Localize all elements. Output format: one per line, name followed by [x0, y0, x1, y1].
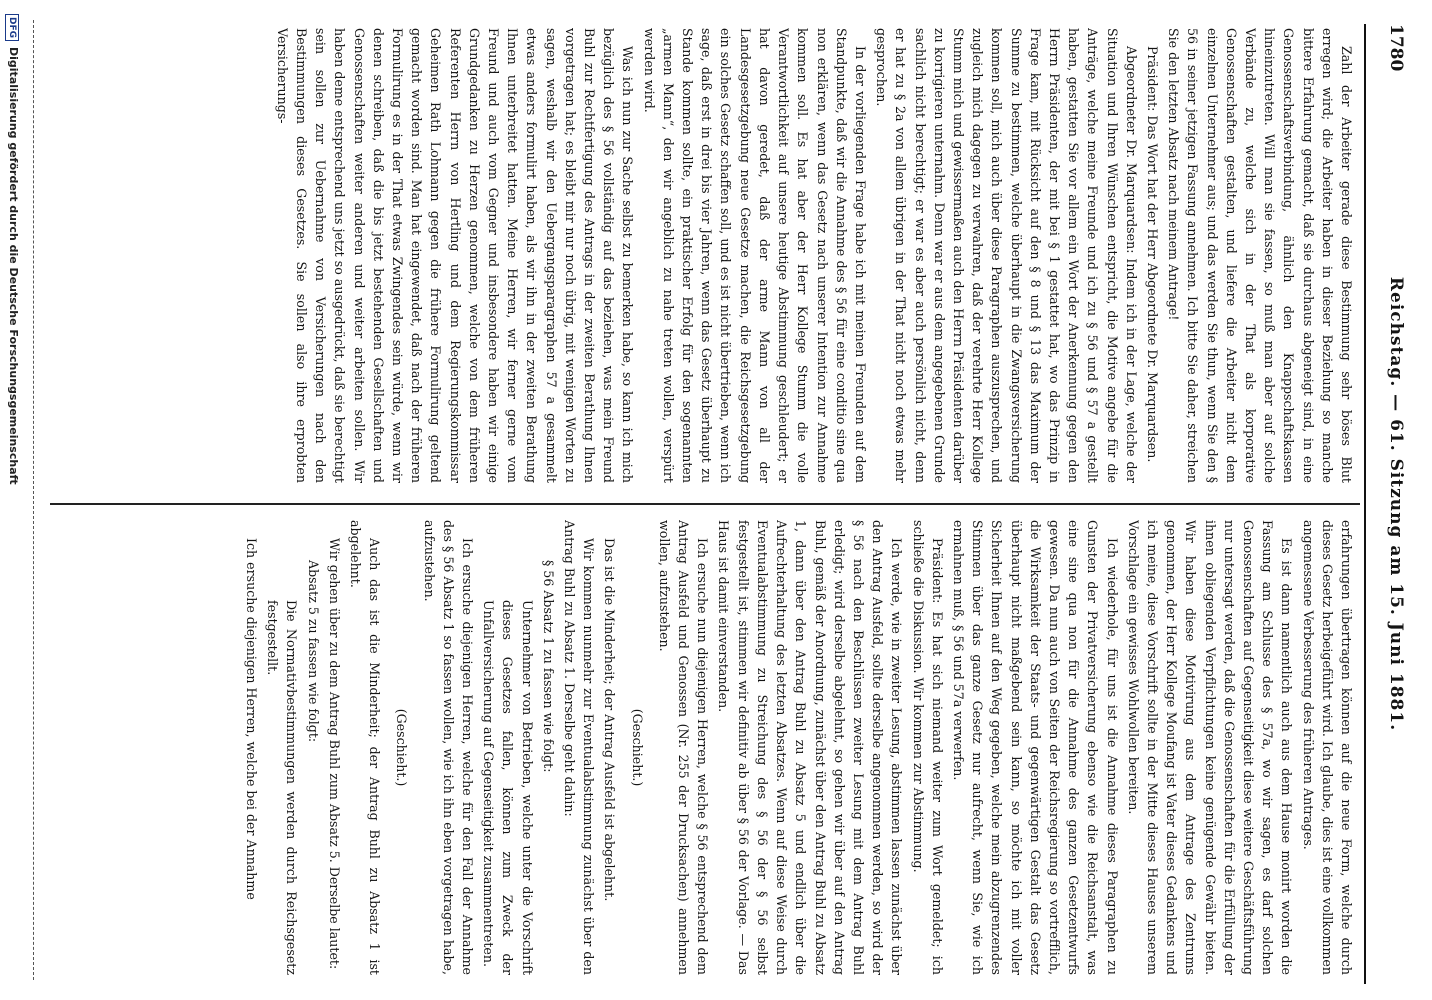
paragraph: Zahl der Arbeiter gerade diese Bestimmung sehr böses Blut erregen wird; die Arbeiter haben in dieser Beziehung so manche bittere Erfahrung gemacht, daß sie durchaus abgeneigt sind, in eine Genossenschaftsverbindung, ähnlich den Knappschaftskassen hineinzutreten. Will man sie fassen, so muß man aber auf solche Verbände zu, welche sich in der That als korporative Genossenschaften gestalten, und liefere die Arbeiter nicht dem einzelnen Unternehmer aus; und das werden Sie thun, wenn Sie den § 56 in seiner jetzigen Fassung annehmen. Ich bitte Sie daher, streichen Sie den letzten Absatz nach meinem Antrage! [1166, 28, 1354, 483]
stage-direction: (Geschieht.) [629, 708, 645, 787]
credit-text: Digitalisierung gefördert durch die Deutsche Forschungsgemeinschaft [7, 47, 20, 485]
paragraph: Abgeordneter Dr. Marquardsen: Indem ich in der Lage, welche der Situation und Ihren Wünschen entspricht, die Motive angebe für die Anträge, welche meine Freunde und ich zu § 56 und § 57 a gestellt haben, gestatten Sie vor allem ein Wort der Anerkennung gegen den Herrn Präsidenten, der mit bei § 1 gestattet hat, wo das Prinzip in Frage kam, mit Rücksicht auf den § 8 und § 13 das Maximum der Summe zu bestimmen, welche überhaupt in die Zwangsversicherung kommen soll, mich auch über diese Paragraphen auszusprechen, und zugleich mich dagegen zu verwahren, daß der verehrte Herr Kollege Stumm mich und gewissermaßen auch den Herrn Präsidenten darüber zu korrigieren unternahm. Denn war er aus dem angegebenen Grunde sachlich nicht berechtigt; er war es aber auch persönlich nicht, denn er hat zu § 2a von allem übrigen in der That nicht noch etwas mehr gesprochen. [874, 28, 1139, 483]
text-column-left [56, 28, 1356, 483]
paragraph: Ich ersuche nun diejenigen Herren, welche § 56 entsprechend dem Antrag Ausfeld und Genossen (Nr. 255 der Drucksachen) annehmen wollen, aufzustehen. [656, 520, 711, 975]
paragraph: Das ist die Minderheit; der Antrag Ausfeld ist abgelehnt. [602, 538, 618, 902]
text-column-right [56, 520, 1356, 975]
paragraph: erfahrungen übertragen können auf die neue Form, welche durch dieses Gesetz herbeigeführt wird. Ich glaube, dies ist eine vollkommen angemessene Verbesserung des früheren Antrages. [1300, 520, 1354, 975]
paragraph: Ich wiederhole, für uns ist die Annahme dieses Paragraphen zu Gunsten der Privatversicherung ebenso wie die Reichsanstalt, was eine sine qua non für die Annahme des ganzen Gesetzentwurfs gewesen. Da nun auch von Seiten der Reichsregierung so vortrefflich, die Wirksamkeit der Staats- und gegenwärtigen Gestalt das Gesetz überhaupt nicht maßgebend sein kann, so möchte ich mit voller Sicherheit Ihnen auf den Weg gegeben, welche mein abzugrenzendes Stimmen über das ganze Gesetz nur aufrecht, wenn Sie, wie ich ermahnen muß, § 56 und 57a verwerfen. [950, 520, 1120, 975]
column-divider [50, 503, 1360, 505]
paragraph: Präsident: Es hat sich niemand weiter zum Wort gemeldet; ich schließe die Diskussion. Wir kommen zur Abstimmung. [910, 520, 945, 975]
dfg-logo: DFG [5, 14, 19, 41]
paragraph: Ich ersuche diejenigen Herren, welche bei der Annahme [244, 538, 260, 900]
paragraph: Präsident: Das Wort hat der Herr Abgeordnete Dr. Marquardsen. [1144, 46, 1160, 463]
paragraph: Was ich nun zur Sache selbst zu bemerken habe, so kann ich mich bezüglich des § 56 vollständig auf das beziehen, was mein Freund Buhl zur Rechtfertigung des Antrags in der zweiten Berathung Ihnen vorgetragen hat; es bleibt mir nur noch übrig, mit wenigen Worten zu sagen, weshalb wir den Uebergangsparagraphen 57 a gesammelt etwas anders formulirt haben, als wir ihn in der zweiten Berathung Ihnen unterbreitet hatten. Meine Herren, wir ferner gerne vom Freund und auch vom Gegner und insbesondere haben wir einige Grundgedanken zu Herzen genommen, welche von dem früheren Referenten Herrn von Hertling und dem Regierungskommissar Geheimen Rath Lohmann gegen die frühere Formulirung geltend gemacht worden sind. Man hat eingewendet, daß nach der früheren Formulirung es in der That etwas Zwingendes sein würde, wenn wir denen schreiben, daß die bis jetzt bestehenden Gesellschaften und Genossenschaften weiter anderen und weiter arbeiten sollen. Wir haben deme entsprechend uns jetzt so ausgedrückt, daß sie berechtigt sein sollen zur Uebernahme von Versicherungen nach den Bestimmungen dieses Gesetzes. Sie sollen also ihre erprobten Versicherungs- [274, 28, 636, 483]
quoted-text: Absatz 5 zu fassen wie folgt: [305, 560, 321, 743]
quoted-text: § 56 Absatz 1 zu fassen wie folgt: [540, 560, 556, 773]
bottom-rule [33, 20, 34, 980]
quoted-text: Unternehmer von Betrieben, welche unter die Vorschrift dieses Gesetzes fallen, können zum Zweck der Unfallversicherung auf Gegenseitigkeit zusammentreten. [481, 600, 535, 975]
paragraph: Es ist dann namentlich auch aus dem Hause monirt worden die Fassung am Schlusse des § 57a, wo wir sagen, es darf solchen Genossenschaften auf Gegenseitigkeit diese weitere Geschäftsführung nur untersagt werden, daß die Genossenschaften für die Erfüllung der ihnen obliegenden Verpflichtungen keine genügende Gewähr bieten. Wir haben diese Motivirung aus dem Antrage des Zentrums genommen, der Herr Kollege Moufang ist Vater dieses Gedankens und ich meine, diese Vorschrift sollte in der Mitte dieses Hauses unserem Vorschlage ein gewisses Wohlwollen bereiten. [1125, 520, 1295, 975]
page-number: 1780 [1386, 24, 1406, 72]
paragraph: Ich ersuche diejenigen Herren, welche für den Fall der Annahme des § 56 Absatz 1 so fassen wollen, wie ich ihn eben vorgetragen habe, aufzustehen. [421, 520, 476, 975]
page-header [1378, 24, 1418, 984]
running-title: Reichstag. — 61. Sitzung am 15. Juni 1881. [1386, 276, 1406, 732]
paragraph: Ich werde, wie in zweiter Lesung, abstimmen lassen zunächst über den Antrag Ausfeld, sollte derselbe angenommen werden, so wird der § 56 nach den Beschlüssen zweiter Lesung mit dem Antrag Buhl erledigt; wird derselbe abgelehnt, so gehen wir über auf den Antrag Buhl, gemäß der Anordnung, zunächst über den Antrag Buhl zu Absatz 1, dann über den Antrag Buhl zu Absatz 5 und endlich über die Aufrechterhaltung des letzten Absatzes. Wenn auf diese Weise durch Eventualabstimmung zu Streichung des § 56 der § 56 selbst festgestellt ist, stimmen wir definitiv ab über § 56 der Vorlage. — Das Haus ist damit einverstanden. [716, 520, 905, 975]
stage-direction: (Geschieht.) [394, 708, 410, 787]
header-rule [1364, 24, 1366, 984]
paragraph: Auch das ist die Minderheit; der Antrag Buhl zu Absatz 1 ist abgelehnt. [348, 520, 383, 975]
digitization-credit [5, 0, 20, 1000]
paragraph: In der vorliegenden Frage habe ich mit meinen Freunden auf dem Standpunkte, daß wir die Annahme des § 56 für eine conditio sine qua non erklären, wenn das Gesetz nach unserer Intention zur Annahme kommen soll. Es hat aber der Herr Kollege Stumm die volle Verantwortlichkeit auf unsere heutige Abstimmung geschleudert; er hat davon geredet, daß der arme Mann von all der Landesgesetzgebung neue Gesetze machen, die Reichsgesetzgebung ein solches Gesetz schaffen soll, und es ist nicht übertrieben, wenn ich sage, daß erst in drei bis vier Jahren, wenn das Gesetz überhaupt zu Stande kommen sollte, ein praktischer Erfolg für den sogenannten „armen Mann“, den wir angeblich zu nahe treten wollen, verspürt werden wird. [641, 28, 868, 483]
quoted-text: Die Normativbestimmungen werden durch Reichsgesetz festgestellt. [265, 600, 300, 975]
paragraph: Wir kommen nunmehr zur Eventualabstimmung zunächst über den Antrag Buhl zu Absatz 1. Derselbe geht dahin: [562, 520, 597, 975]
paragraph: Wir gehen über zu dem Antrag Buhl zum Absatz 5. Derselbe lautet: [326, 538, 342, 970]
